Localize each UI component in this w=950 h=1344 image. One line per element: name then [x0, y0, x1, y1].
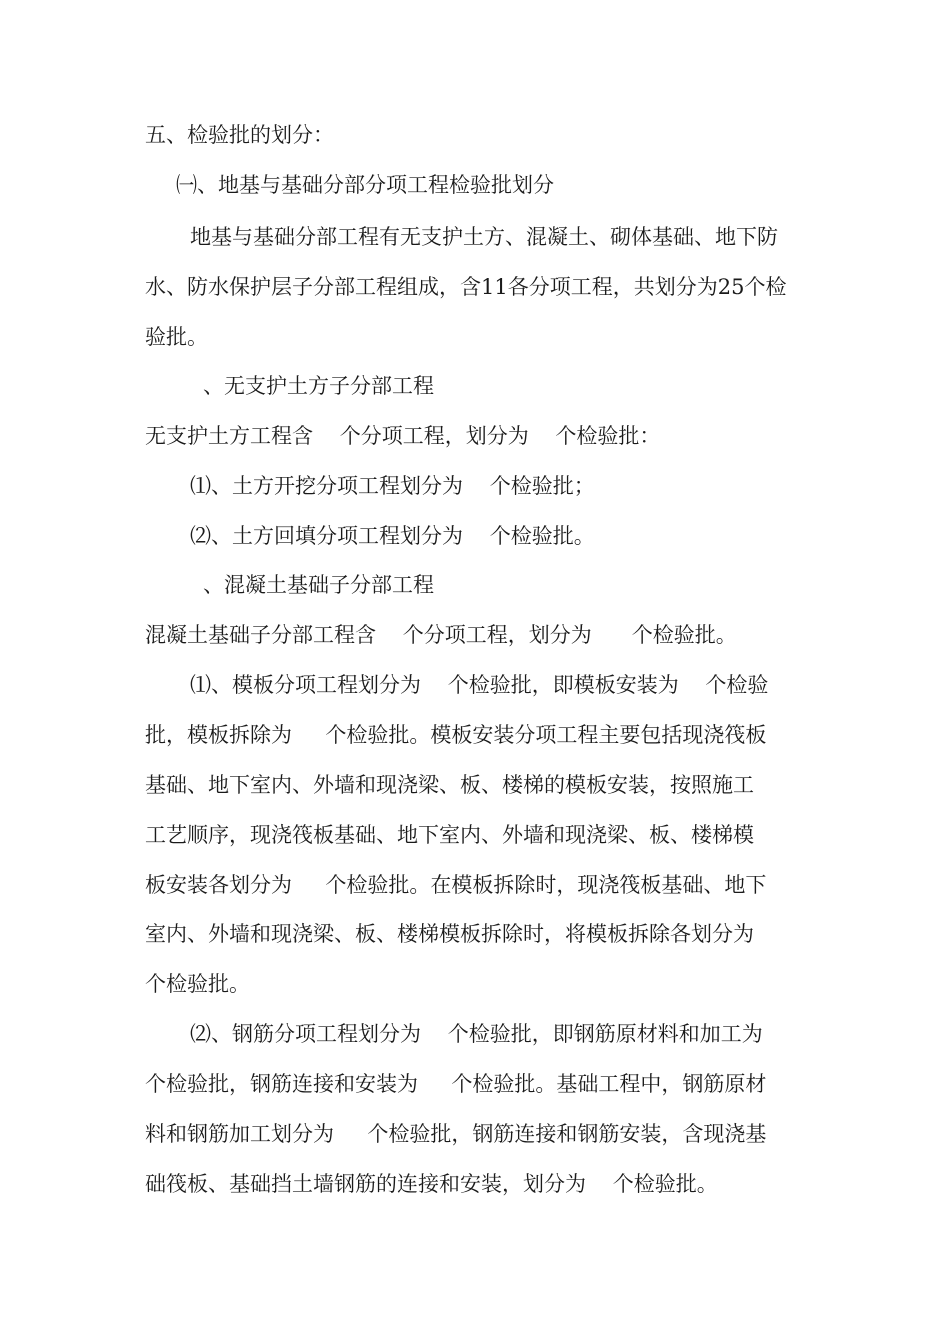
- paragraph-line: 混凝土基础子分部工程含 个分项工程，划分为 个检验批。: [145, 623, 737, 647]
- paragraph-line: 无支护土方工程含 个分项工程，划分为 个检验批：: [145, 424, 661, 448]
- paragraph-line: 室内、外墙和现浇梁、板、楼梯模板拆除时，将模板拆除各划分为: [145, 922, 754, 946]
- paragraph-line: 水、防水保护层子分部工程组成，含11各分项工程，共划分为25个检: [145, 275, 787, 299]
- section-heading: 五、检验批的划分：: [145, 123, 334, 147]
- paragraph-line: 基础、地下室内、外墙和现浇梁、板、楼梯的模板安装，按照施工: [145, 773, 754, 797]
- paragraph-line: 个检验批。: [145, 972, 250, 996]
- paragraph-line: 验批。: [145, 325, 208, 349]
- paragraph-line: 批，模板拆除为 个检验批。模板安装分项工程主要包括现浇筏板: [145, 723, 767, 747]
- list-item: ⑵、土方回填分项工程划分为 个检验批。: [190, 524, 595, 548]
- list-item: ⑴、模板分项工程划分为 个检验批，即模板安装为 个检验: [190, 673, 769, 697]
- subsection-heading: ㈠、地基与基础分部分项工程检验批划分: [176, 173, 554, 197]
- list-item: ⑵、钢筋分项工程划分为 个检验批，即钢筋原材料和加工为: [190, 1022, 763, 1046]
- paragraph-line: 础筏板、基础挡土墙钢筋的连接和安装，划分为 个检验批。: [145, 1172, 718, 1196]
- paragraph-line: 板安装各划分为 个检验批。在模板拆除时，现浇筏板基础、地下: [145, 873, 767, 897]
- list-item: ⑴、土方开挖分项工程划分为 个检验批；: [190, 474, 595, 498]
- paragraph-line: 料和钢筋加工划分为 个检验批，钢筋连接和钢筋安装，含现浇基: [145, 1122, 767, 1146]
- paragraph-line: 工艺顺序，现浇筏板基础、地下室内、外墙和现浇梁、板、楼梯模: [145, 823, 754, 847]
- paragraph-line: 地基与基础分部工程有无支护土方、混凝土、砌体基础、地下防: [190, 225, 778, 249]
- subsection-title: 、无支护土方子分部工程: [203, 374, 434, 398]
- subsection-title: 、混凝土基础子分部工程: [203, 573, 434, 597]
- paragraph-line: 个检验批，钢筋连接和安装为 个检验批。基础工程中，钢筋原材: [145, 1072, 767, 1096]
